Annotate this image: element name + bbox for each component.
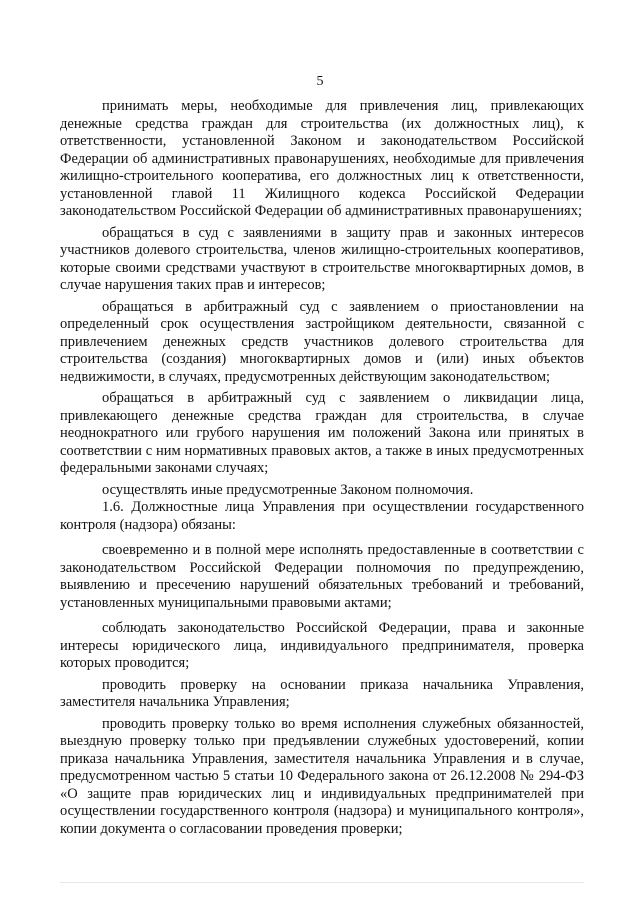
paragraph-other-powers: осуществлять иные предусмотренные Законом полномочия.	[102, 481, 474, 498]
bottom-divider	[60, 882, 584, 883]
paragraph-arbitration-liquidation: обращаться в арбитражный суд с заявлением о ликвидации лица, привлекающего денежные средства граждан для строительства, в случае неоднократного или грубого нарушения им положений Закона или принятых в соответствии с ним нормативных правовых актов, а также в иных предусмотренных федеральными законами случаях;	[60, 390, 584, 476]
page-number: 5	[316, 74, 324, 89]
paragraph-section-1-6: 1.6. Должностные лица Управления при осуществлении государственного контроля (надзора) обязаны:	[60, 499, 584, 533]
paragraph-court-claims: обращаться в суд с заявлениями в защиту прав и законных интересов участников долевого строительства, членов жилищно-строительных кооперативов, которые своими средствами участвуют в строительстве многоквартирных домов, в случае нарушения таких прав и интересов;	[60, 224, 584, 293]
paragraph-arbitration-suspension: обращаться в арбитражный суд с заявлением о приостановлении на определенный срок осуществления застройщиком деятельности, связанной с привлечением денежных средств участников долевого строительства для строительства (создания) многоквартирных домов и (или) иных объектов недвижимости, в случаях, предусмотренных действующим законодательством;	[60, 298, 584, 385]
document-body	[60, 98, 584, 838]
paragraph-observe-law: соблюдать законодательство Российской Федерации, права и законные интересы юридического лица, индивидуального предпринимателя, проверка которых проводится;	[60, 620, 584, 671]
paragraph-inspection-order: проводить проверку на основании приказа начальника Управления, заместителя начальника Управления;	[60, 676, 584, 710]
paragraph-take-measures: принимать меры, необходимые для привлечения лиц, привлекающих денежные средства граждан для строительства (их должностных лиц), к ответственности, установленной Законом и законодательством Российской Федерации об административных правонарушениях, необходимые для привлечения жилищно-строительного кооператива, его должностных лиц к ответственности, установленной главой 11 Жилищного кодекса Российской Федерации законодательством Российской Федерации об административных правонарушениях;	[60, 98, 584, 219]
paragraph-timely-execution: своевременно и в полной мере исполнять предоставленные в соответствии с законодательством Российской Федерации полномочия по предупреждению, выявлению и пресечению нарушений обязательных требований и требований, установленных муниципальными правовыми актами;	[60, 542, 584, 611]
paragraph-inspection-duties: проводить проверку только во время исполнения служебных обязанностей, выездную проверку только при предъявлении служебных удостоверений, копии приказа начальника Управления, заместителя начальника Управления и в случае, предусмотренном частью 5 статьи 10 Федерального закона от 26.12.2008 № 294-ФЗ «О защите прав юридических лиц и индивидуальных предпринимателей при осуществлении государственного контроля (надзора) и муниципального контроля», копии документа о согласовании проведения проверки;	[60, 715, 584, 837]
